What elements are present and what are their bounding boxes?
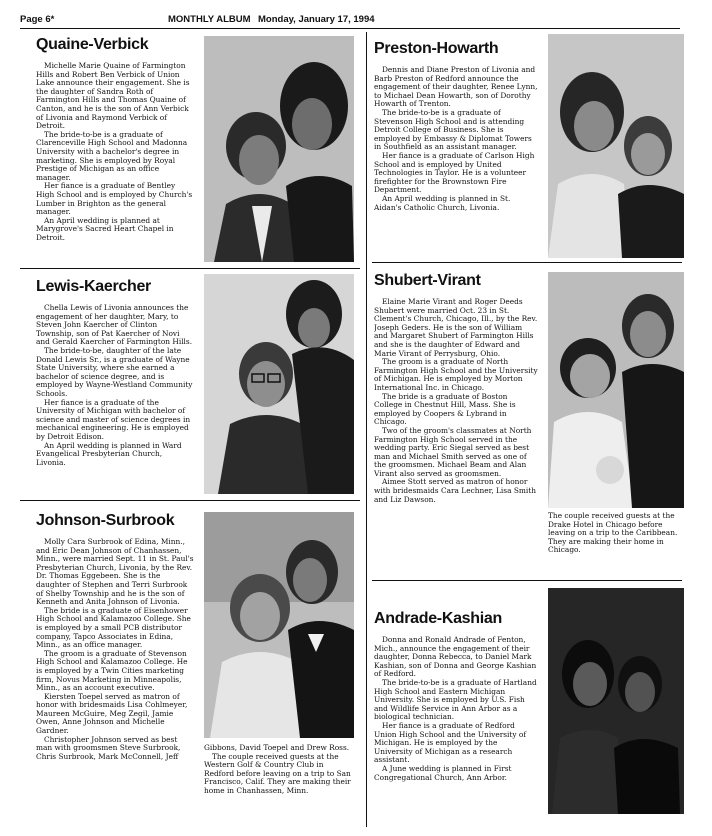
couple-photo-shubert-virant — [548, 272, 684, 508]
page-number: Page 6* — [20, 14, 55, 25]
couple-photo-quaine-verbick — [204, 36, 354, 262]
continued-paragraph: Gibbons, David Toepel and Drew Ross. — [204, 744, 350, 752]
paragraph: The bride-to-be is a graduate of Stevenson High School and is attending Detroit College of Business. She is employed by Embassy & Diplomat Towers in Southfield as an assistant manager. — [374, 107, 532, 152]
article-andrade-kashian — [374, 636, 538, 826]
section-divider — [20, 268, 360, 269]
paragraph: The bride-to-be, daughter of the late Donald Lewis Sr., is a graduate of Wayne State University, where she earned a bachelor of science degree, and is employed by Wayne-Westland Community Schools. — [36, 345, 193, 398]
paragraph: The groom is a graduate of North Farmington High School and the University of Michigan. He is employed by Morton International Inc. in Chicago. — [374, 357, 538, 392]
paragraph: The bride-to-be is a graduate of Hartland High School and Eastern Michigan University. She is employed by U.S. Fish and Wildlife Service in Ann Arbor as a biological technician. — [374, 677, 537, 722]
paragraph: An April wedding is planned at Marygrove's Sacred Heart Chapel in Detroit. — [36, 215, 174, 242]
paragraph: Two of the groom's classmates at North Farmington High School served in the wedding party. Eric Siegal served as best man and Michael Smith served as one of the groomsmen. Michael Beam and Alan Virant also served as groomsmen. — [374, 425, 532, 478]
headline-andrade-kashian: Andrade-Kashian — [374, 610, 502, 627]
paragraph: Her fiance is a graduate of Carlson High School and is employed by United Technologies in Taylor. He is a volunteer firefighter for the Brownstown Fire Department. — [374, 150, 535, 195]
paragraph: Dennis and Diane Preston of Livonia and Barb Preston of Redford announce the engagement of their daughter, Renee Lynn, to Michael Dean Howarth, son of Dorothy Howarth of Trenton. — [374, 66, 538, 109]
headline-johnson-surbrook: Johnson-Surbrook — [36, 512, 175, 529]
issue-date: Monday, January 17, 1994 — [258, 14, 375, 25]
continued-paragraph: The couple received guests at the Drake Hotel in Chicago before leaving on a trip to the Caribbean. They are making their home in Chicago. — [548, 512, 678, 555]
couple-photo-andrade-kashian — [548, 588, 684, 814]
paragraph: Chella Lewis of Livonia announces the engagement of her daughter, Mary, to Steven John Kaercher of Clinton Township, son of Pat Kaercher of Novi and Gerald Kaercher of Farmington Hills. — [36, 304, 193, 347]
paragraph: The bride is a graduate of Eisenhower High School and Kalamazoo College. She is employed by a small PCB distributor company, Tapco Associates in Edina, Minn., as an office manager. — [36, 605, 191, 650]
paragraph: Kiersten Toepel served as matron of honor with bridesmaids Lisa Cohlmeyer, Maureen McGuire, Meg Zegil, Jamie Owen, Anne Johnson and Michelle Gardner. — [36, 691, 188, 736]
paragraph: Donna and Ronald Andrade of Fenton, Mich., announce the engagement of their daughter, Donna Rebecca, to Daniel Mark Kashian, son of Donna and George Kashian of Redford. — [374, 636, 537, 679]
paragraph: The bride-to-be is a graduate of Clarenceville High School and Madonna University with a bachelor's degree in marketing. She is employed by Royal Prestige of Michigan as an office manager. — [36, 129, 188, 182]
caption-johnson-surbrook — [204, 744, 354, 830]
paragraph: Michelle Marie Quaine of Farmington Hills and Robert Ben Verbick of Union Lake announce their engagement. She is the daughter of Sandra Roth of Farmington Hills and Thomas Quaine of Canton, and he is the son of Ann Verbick of Livonia and Raymond Verbick of Detroit. — [36, 62, 190, 131]
paragraph: An April wedding is planned in Ward Evangelical Presbyterian Church, Livonia. — [36, 440, 182, 467]
section-name: MONTHLY ALBUM — [168, 14, 251, 25]
masthead — [20, 12, 680, 28]
paragraph: Molly Cara Surbrook of Edina, Minn., and Eric Dean Johnson of Chanhassen, Minn., were married Sept. 11 in St. Paul's Presbyterian Church, Livonia, by the Rev. Dr. Thomas Eggebeen. She is the daughter of Stephen and Terri Surbrook of Shelby Township and he is the son of Kenneth and Anita Johnson of Livonia. — [36, 538, 194, 607]
paragraph: Her fiance is a graduate of Redford Union High School and the University of Michigan. He is employed by the University of Michigan as a research assistant. — [374, 720, 527, 765]
section-divider — [372, 262, 682, 263]
headline-quaine-verbick: Quaine-Verbick — [36, 36, 149, 53]
couple-photo-lewis-kaercher — [204, 274, 354, 494]
masthead-rule — [20, 28, 680, 29]
section-divider — [372, 580, 682, 581]
headline-lewis-kaercher: Lewis-Kaercher — [36, 278, 151, 295]
paragraph: Christopher Johnson served as best man with groomsmen Steve Surbrook, Chris Surbrook, Mark McConnell, Jeff — [36, 734, 181, 761]
paragraph: The groom is a graduate of Stevenson High School and Kalamazoo College. He is employed by a Twin Cities marketing firm, Novus Marketing in Minneapolis, Minn., as an account executive. — [36, 648, 188, 693]
continued-paragraph: The couple received guests at the Western Golf & Country Club in Redford before leaving on a trip to San Francisco, Calif. They are making their home in Chanhassen, Minn. — [204, 751, 351, 795]
paragraph: Her fiance is a graduate of Bentley High School and is employed by Church's Lumber in Brighton as the general manager. — [36, 181, 193, 217]
article-lewis-kaercher — [36, 304, 194, 496]
section-divider — [20, 500, 360, 501]
column-divider — [366, 32, 367, 827]
couple-photo-johnson-surbrook — [204, 512, 354, 738]
article-johnson-surbrook — [36, 538, 194, 830]
paragraph: Her fiance is a graduate of the University of Michigan with bachelor of science and master of science degrees in mechanical engineering. He is employed by Detroit Edison. — [36, 397, 191, 441]
article-shubert-virant — [374, 298, 538, 576]
headline-shubert-virant: Shubert-Virant — [374, 272, 481, 289]
paragraph: Aimee Stott served as matron of honor with bridesmaids Cara Lechner, Lisa Smith and Liz Dawson. — [374, 477, 537, 504]
paragraph: Elaine Marie Virant and Roger Deeds Shubert were married Oct. 23 in St. Clement's Church, Chicago, Ill., by the Rev. Joseph Geders. He is the son of William and Margaret Shubert of Farmington Hills and she is the daughter of Edward and Marie Virant of Perrysburg, Ohio. — [374, 298, 538, 358]
couple-photo-preston-howarth — [548, 34, 684, 258]
caption-shubert-virant — [548, 512, 684, 576]
paragraph: The bride is a graduate of Boston College in Chestnut Hill, Mass. She is employed by Coopers & Lybrand in Chicago. — [374, 391, 516, 427]
article-preston-howarth — [374, 66, 538, 260]
headline-preston-howarth: Preston-Howarth — [374, 40, 499, 57]
paragraph: A June wedding is planned in First Congregational Church, Ann Arbor. — [374, 763, 512, 782]
article-quaine-verbick — [36, 62, 194, 266]
paragraph: An April wedding is planned in St. Aidan's Catholic Church, Livonia. — [374, 193, 511, 212]
